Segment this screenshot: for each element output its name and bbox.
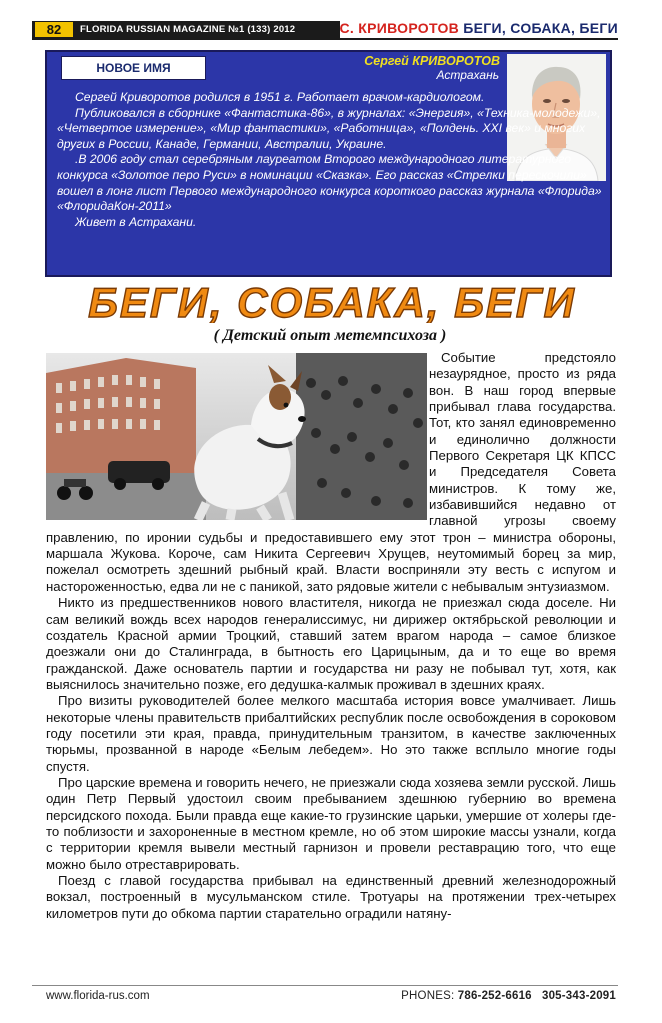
new-name-badge: НОВОЕ ИМЯ xyxy=(61,56,206,80)
body-paragraph: Про визиты руководителей более мелкого масштаба история вовсе умалчивает. Лишь некоторые члены правительств прибалтийских республик после освобождения в сороковом году посетили эти края, правда, принудительным транзитом, в качестве заключенных тюрьмы, прозванной в народе «Белым лебедем». Но это также всплыло многие годы спустя. xyxy=(46,693,616,774)
article-title-wrapper xyxy=(52,279,612,328)
bio-paragraph: Живет в Астрахани. xyxy=(75,214,197,229)
body-paragraph: Никто из предшественников нового властителя, никогда не приезжал сюда доселе. Ни сам великий вождь всех народов генералиссимус, ни дирижер октябрьской революции и создатель Красной армии Троцкий, ставший затем врагом народа – самое близкое доезжали они до Сталинграда, в бытность его Царицыным, да и то еще во время гражданской. Даже основатель партии и государства ни разу не побывал тут, хотя, как выяснилось значительно позже, его дедушка-калмык проживал в здешних краях. xyxy=(46,595,616,692)
author-bio-text xyxy=(57,90,605,230)
bio-paragraph: .В 2006 году стал серебряным лауреатом Второго международного литературного конкурса «Золотое перо Руси» в номинации «Сказка». Его рассказ «Стрелки перескочили» вошел в лонг лист Первого международного конкурса короткого рассказ журнала «Флорида» «ФлоридаКон-2011» xyxy=(57,152,602,214)
website-link[interactable]: www.florida-rus.com xyxy=(46,990,150,1002)
phone-number-1: 786-252-6616 xyxy=(457,990,532,1002)
running-head xyxy=(339,19,618,37)
author-name: Сергей КРИВОРОТОВ xyxy=(364,54,500,68)
article-title: БЕГИ, СОБАКА, БЕГИ xyxy=(88,279,576,323)
body-paragraph: Поезд с главой государства прибывал на единственный древний железнодорожный вокзал, построенный в мусульманском стиле. Тротуары на протяжении трех-четырех километров пути до обкома партии старательно оградили натяну- xyxy=(46,873,616,921)
author-city: Астрахань xyxy=(436,68,499,82)
footer-rule xyxy=(32,985,618,986)
footer-phones xyxy=(401,989,616,1003)
running-head-title: БЕГИ, СОБАКА, БЕГИ xyxy=(463,20,618,36)
article-body xyxy=(46,350,616,922)
bio-paragraph: Публиковался в сборнике «Фантастика-86», в журналах: «Энергия», «Техника-молодежи», «Четвертое измерение», «Мир фантастики», «Работница», «Полдень. XXI век» и многих других в России, Канаде, Германии, Австралии, Украине. xyxy=(57,105,601,151)
bio-paragraph: Сергей Криворотов родился в 1951 г. Работает врачом-кардиологом. xyxy=(75,90,485,104)
body-paragraph: Про царские времена и говорить нечего, не приезжали сюда хозяева земли русской. Лишь один Петр Первый удостоил своим пребыванием здешнюю губернию во времена персидского похода. Были правда еще какие-то грузинские царьки, умершие от холеры где-то поблизости и захороненные в местном кремле, но об этом широкие массы узнали, когда с территории кремля вывели местный гарнизон и провели реставрацию того, что еще можно было отреставрировать. xyxy=(46,774,616,872)
page-number: 82 xyxy=(35,22,73,37)
header-rule xyxy=(32,38,618,40)
phone-number-2: 305-343-2091 xyxy=(541,990,616,1002)
body-paragraph: Событие предстояло незаурядное, просто из ряда вон. В наш город впервые прибывал глава государства. Тот, кто занял единовременно и единолично должности Первого Секретаря ЦК КПСС и Председателя Совета министров. К тому же, избавившийся недавно от главной угрозы своему правлению, по иронии судьбы и предоставившего ему этот трон – министра обороны, маршала Жукова. Короче, сам Никита Сергеевич Хрущев, неутомимый борец за мир, пожелал осмотреть здешний рыбный край. Власти восприняли эту весть с испугом и настороженностью, едва ли не с паникой, зато рядовые жители с небывалым энтузиазмом. xyxy=(46,350,616,594)
article-subtitle: ( Детский опыт метемпсихоза ) xyxy=(213,327,447,344)
illustration-spacer xyxy=(46,350,429,522)
magazine-name: FLORIDA RUSSIAN MAGAZINE №1 (133) 2012 xyxy=(80,24,296,35)
phones-label: PHONES: xyxy=(401,990,455,1002)
running-head-author: С. КРИВОРОТОВ xyxy=(339,20,460,36)
